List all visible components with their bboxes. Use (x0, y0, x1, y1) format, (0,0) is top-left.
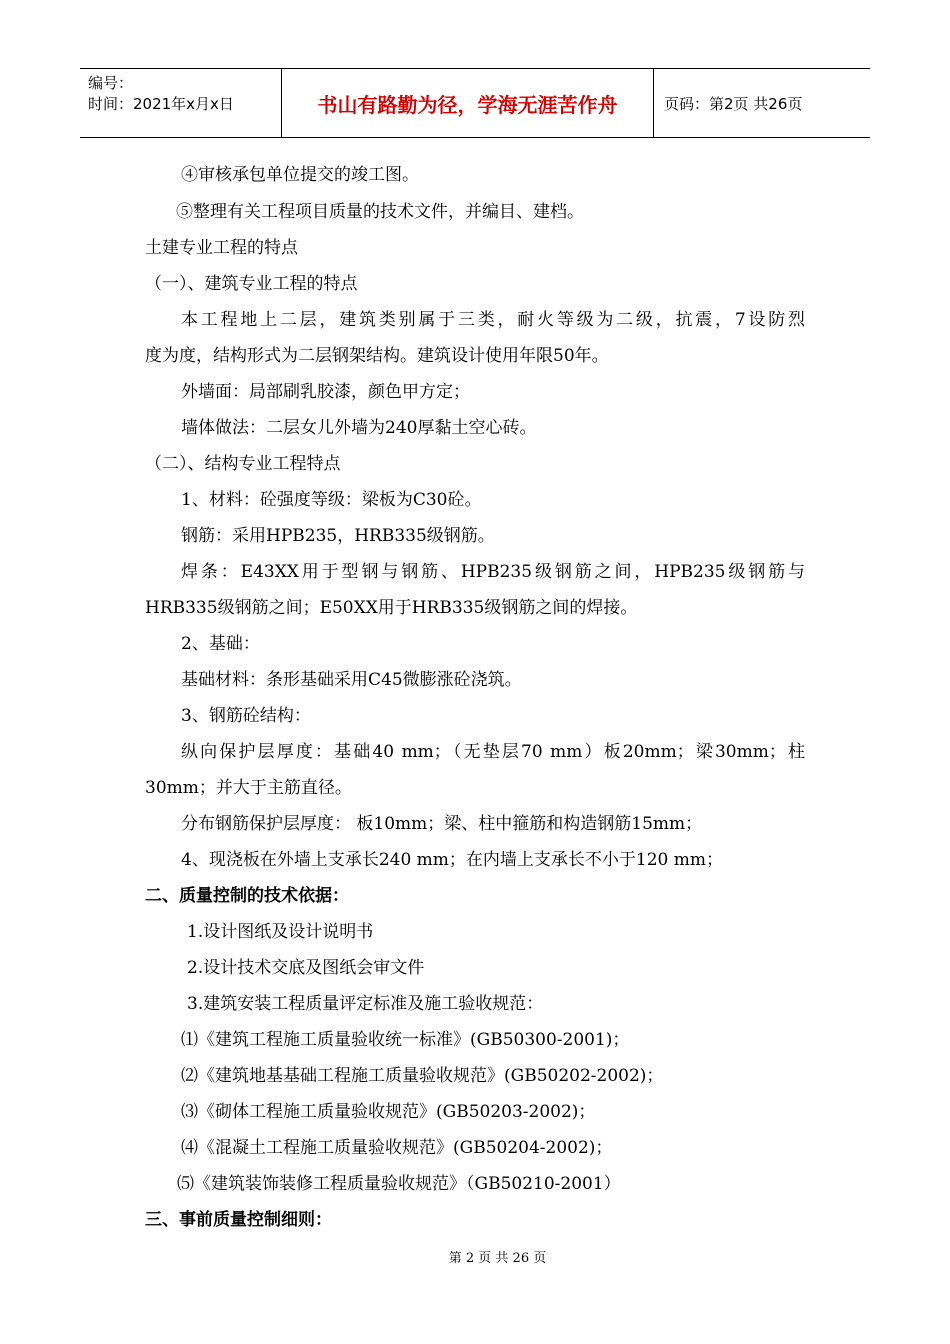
time-label: 时间：2021年x月x日 (88, 95, 234, 113)
header-motto: 书山有路勤为径，学海无涯苦作舟 (282, 69, 654, 137)
list-item: ⑸《建筑装饰装修工程质量验收规范》（GB50210-2001） (177, 1174, 621, 1194)
number-label: 编号： (88, 74, 134, 92)
list-item: ⑴《建筑工程施工质量验收统一标准》(GB50300-2001)； (181, 1030, 630, 1050)
paragraph-line: 焊条：E43XX用于型钢与钢筋、HPB235级钢筋之间，HPB235级钢筋与 (181, 562, 805, 582)
subsection-heading: （一）、建筑专业工程的特点 (145, 274, 358, 294)
section-heading: 三、事前质量控制细则： (145, 1210, 332, 1230)
text-line: 分布钢筋保护层厚度： 板10mm；梁、柱中箍筋和构造钢筋15mm； (181, 814, 703, 834)
paragraph-line: 纵向保护层厚度：基础40 mm；（无垫层70 mm）板20mm；梁30mm；柱 (181, 742, 805, 762)
text-line: 外墙面：局部刷乳胶漆，颜色甲方定； (181, 382, 470, 402)
list-item: 3.建筑安装工程质量评定标准及施工验收规范： (187, 994, 544, 1014)
subsection-heading: （二）、结构专业工程特点 (145, 454, 341, 474)
list-item: ⑶《砌体工程施工质量验收规范》(GB50203-2002)； (181, 1102, 596, 1122)
list-item: ⑵《建筑地基基础工程施工质量验收规范》(GB50202-2002)； (181, 1066, 664, 1086)
section-heading: 二、质量控制的技术依据： (145, 886, 349, 906)
paragraph-line: HRB335级钢筋之间；E50XX用于HRB335级钢筋之间的焊接。 (145, 598, 638, 618)
page-footer: 第 2 页 共 26 页 (448, 1251, 547, 1266)
text-line: 3、钢筋砼结构： (181, 706, 311, 726)
text-line: 墙体做法：二层女儿外墙为240厚黏土空心砖。 (181, 418, 537, 438)
paragraph-line: 本工程地上二层，建筑类别属于三类，耐火等级为二级，抗震，7设防烈 (181, 310, 805, 330)
text-line: 1、材料：砼强度等级：梁板为C30砼。 (181, 490, 482, 510)
text-line: ⑤整理有关工程项目质量的技术文件，并编目、建档。 (176, 202, 584, 222)
list-item: 1.设计图纸及设计说明书 (187, 922, 374, 942)
paragraph-line: 30mm；并大于主筋直径。 (145, 778, 352, 798)
header-page-info: 页码：第2页 共26页 (664, 94, 803, 113)
header-meta (80, 69, 282, 137)
list-item: ⑷《混凝土工程施工质量验收规范》(GB50204-2002)； (181, 1138, 613, 1158)
text-line: 2、基础： (181, 634, 260, 654)
page-header (80, 68, 870, 138)
text-line: 4、现浇板在外墙上支承长240 mm；在内墙上支承长不小于120 mm； (181, 850, 723, 870)
paragraph-line: 度为度，结构形式为二层钢架结构。建筑设计使用年限50年。 (145, 346, 609, 366)
text-line: 钢筋：采用HPB235，HRB335级钢筋。 (181, 526, 495, 546)
list-item: 2.设计技术交底及图纸会审文件 (187, 958, 425, 978)
section-heading: 土建专业工程的特点 (145, 238, 298, 258)
text-line: ④审核承包单位提交的竣工图。 (181, 165, 419, 185)
text-line: 基础材料：条形基础采用C45微膨涨砼浇筑。 (181, 670, 522, 690)
